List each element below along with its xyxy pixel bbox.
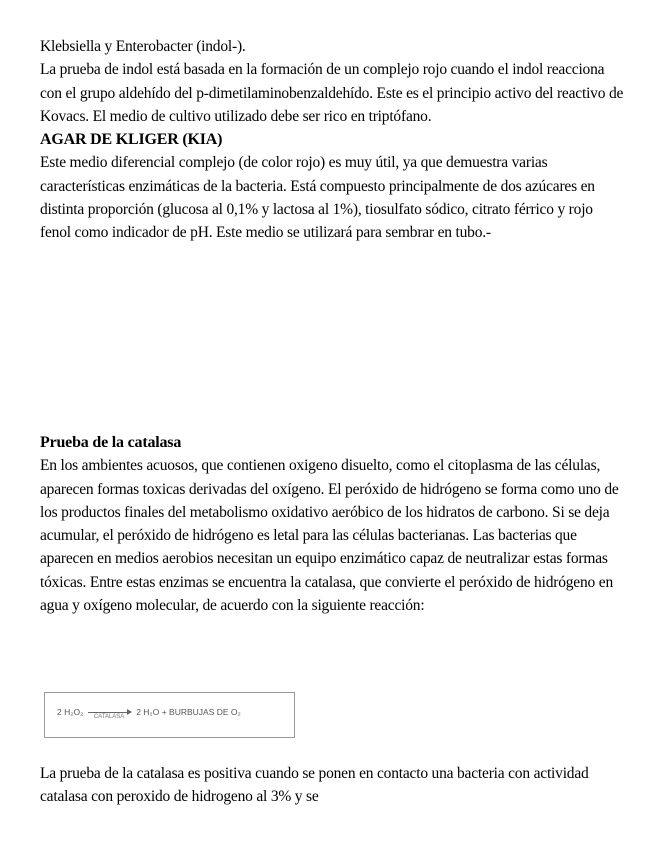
- catalyst-label: CATALASA: [93, 713, 125, 720]
- section-heading: AGAR DE KLIGER (KIA): [40, 131, 223, 149]
- section-catalasa: [40, 431, 625, 617]
- indol-paragraph: La prueba de indol está basada en la formación de un complejo rojo cuando el indol reacciona con el grupo aldehído del p-dimetilaminobenzaldehído. Este es el principio activo del reactivo de Kovacs. El medio de cultivo utilizado debe ser rico en triptófano.: [40, 61, 624, 125]
- section-result: [40, 762, 625, 809]
- product-text: 2 H₂O + BURBUJAS DE O₂: [136, 707, 241, 717]
- kliger-paragraph: Este medio diferencial complejo (de color rojo) es muy útil, ya que demuestra varias características enzimáticas de la bacteria. Está compuesto principalmente de dos azúcares en distinta proporción (glucosa al 0,1% y lactosa al 1%), tiosulfato sódico, citrato férrico y rojo fenol como indicador de pH. Este medio se utilizará para sembrar en tubo.-: [40, 154, 595, 242]
- section-heading: Prueba de la catalasa: [40, 434, 182, 451]
- text-line: Klebsiella y Enterobacter (indol-).: [40, 38, 246, 55]
- reaction-figure: [44, 692, 295, 738]
- reaction-equation: [57, 707, 241, 718]
- reactant-text: 2 H₂O₂: [57, 707, 84, 717]
- reaction-arrow-icon: [88, 708, 132, 718]
- result-paragraph: La prueba de la catalasa es positiva cuando se ponen en contacto una bacteria con actividad catalasa con peroxido de hidrogeno al 3% y se: [40, 765, 589, 806]
- section-kliger: [40, 35, 625, 245]
- catalasa-paragraph: En los ambientes acuosos, que contienen oxigeno disuelto, como el citoplasma de las células, aparecen formas toxicas derivadas del oxígeno. El peróxido de hidrógeno se forma como uno de los productos finales del metabolismo oxidativo aeróbico de los hidratos de carbono. Si se deja acumular, el peróxido de hidrógeno es letal para las células bacterianas. Las bacterias que aparecen en medios aerobios necesitan un equipo enzimático capaz de neutralizar estas formas tóxicas. Entre estas enzimas se encuentra la catalasa, que convierte el peróxido de hidrógeno en agua y oxígeno molecular, de acuerdo con la siguiente reacción:: [40, 457, 619, 615]
